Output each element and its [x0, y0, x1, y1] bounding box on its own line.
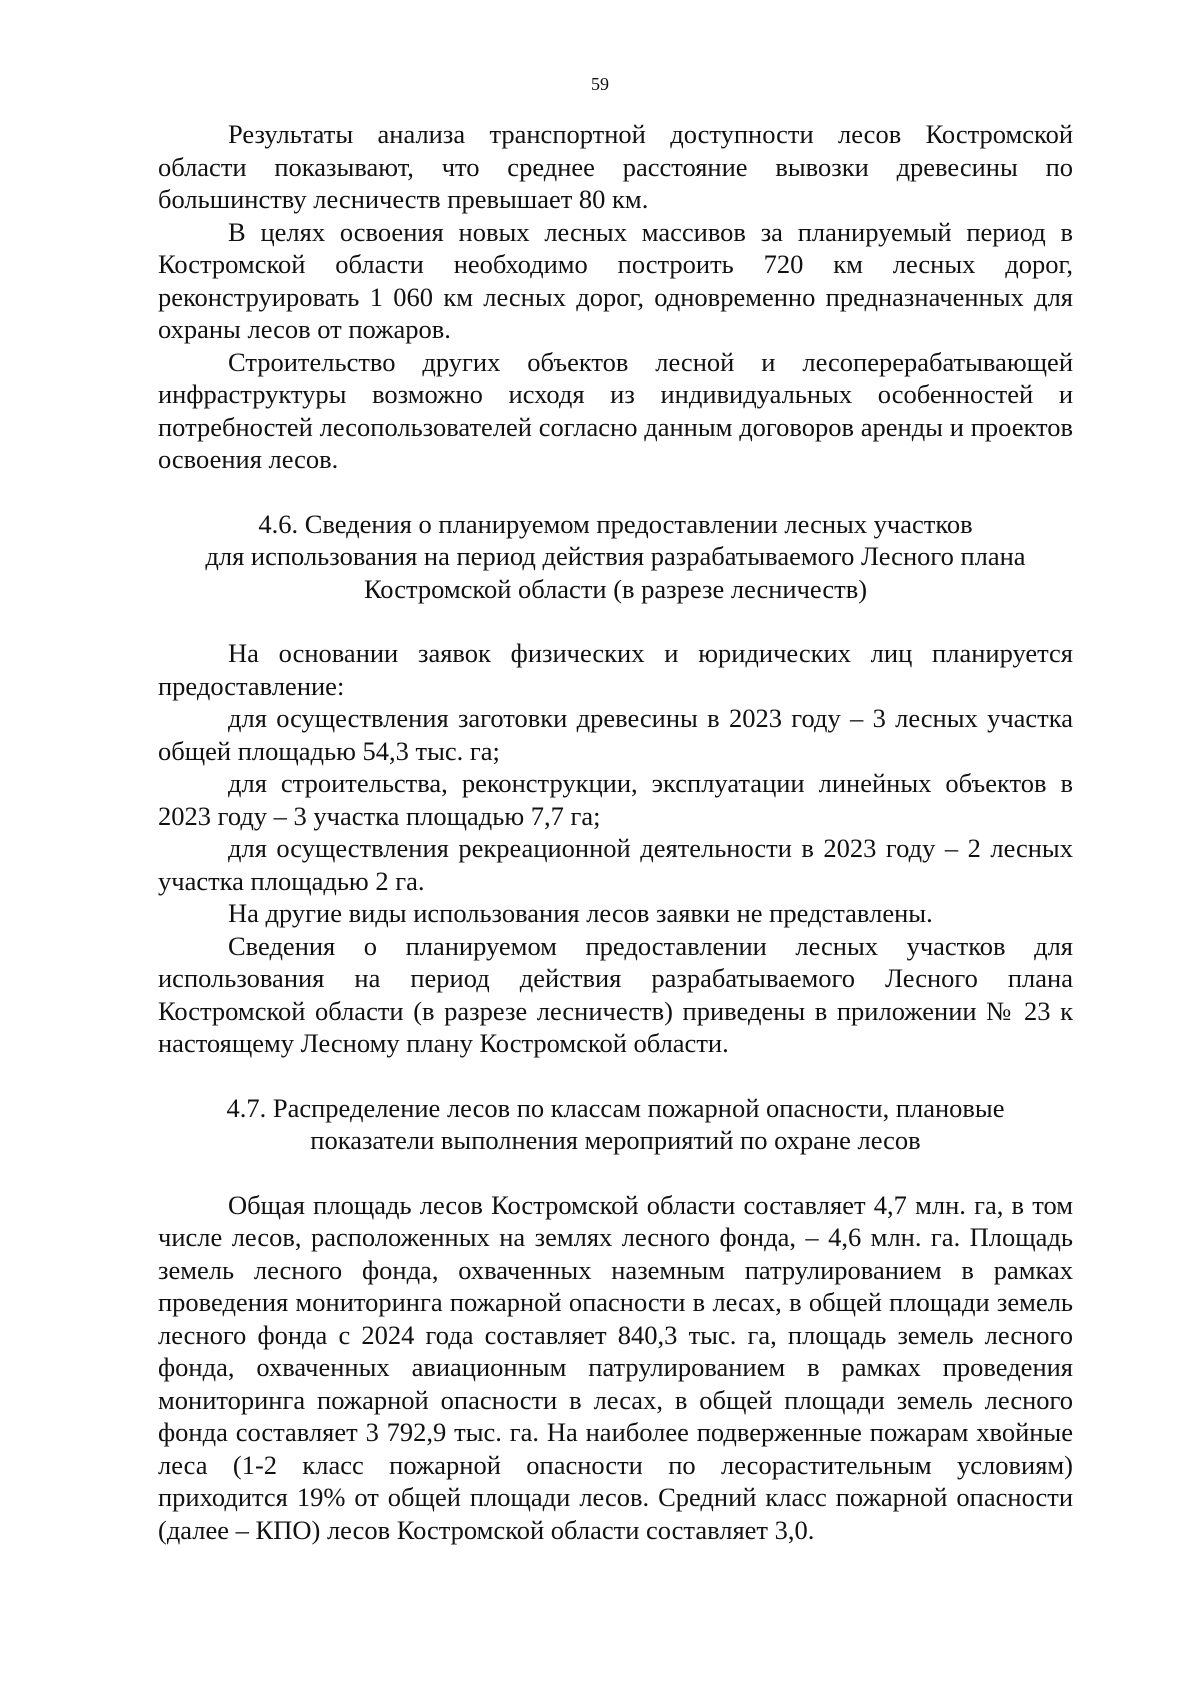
paragraph-recreation: для осуществления рекреационной деятельности в 2023 году – 2 лесных участка площадью 2 га.	[158, 833, 1073, 896]
heading-line: показатели выполнения мероприятий по охране лесов	[310, 1125, 921, 1155]
paragraph-fire-danger-area: Общая площадь лесов Костромской области составляет 4,7 млн. га, в том числе лесов, расположенных на землях лесного фонда, – 4,6 млн. га. Площадь земель лесного фонда, охваченных наземным патрулированием в рамках проведения мониторинга пожарной опасности в лесах, в общей площади земель лесного фонда с 2024 года составляет 840,3 тыс. га, площадь земель лесного фонда, охваченных авиационным патрулированием в рамках проведения мониторинга пожарной опасности в лесах, в общей площади земель лесного фонда составляет 3 792,9 тыс. га. На наиболее подверженные пожарам хвойные леса (1-2 класс пожарной опасности по лесорастительным условиям) приходится 19% от общей площади лесов. Средний класс пожарной опасности (далее – КПО) лесов Костромской области составляет 3,0.	[158, 1189, 1073, 1545]
section-heading-4-6	[158, 508, 1073, 606]
paragraph-appendix-reference: Сведения о планируемом предоставлении лесных участков для использования на период действия разрабатываемого Лесного плана Костромской области (в разрезе лесничеств) приведены в приложении № 23 к настоящему Лесному плану Костромской области.	[158, 930, 1073, 1058]
page-number: 59	[591, 74, 609, 94]
heading-line: 4.6. Сведения о планируемом предоставлении лесных участков	[258, 508, 973, 539]
heading-line: для использования на период действия разрабатываемого Лесного плана	[205, 541, 1026, 571]
paragraph-no-other-applications: На другие виды использования лесов заявки не представлены.	[228, 898, 933, 928]
page-content	[158, 118, 1073, 1546]
paragraph-applications: На основании заявок физических и юридических лиц планируется предоставление:	[158, 638, 1073, 701]
paragraph-transport-access: Результаты анализа транспортной доступности лесов Костромской области показывают, что среднее расстояние вывозки древесины по большинству лесничеств превышает 80 км.	[158, 119, 1073, 214]
heading-line: Костромской области (в разрезе лесничеств)	[363, 573, 868, 604]
heading-line: 4.7. Распределение лесов по классам пожарной опасности, плановые	[226, 1092, 1005, 1123]
paragraph-infrastructure: Строительство других объектов лесной и лесоперерабатывающей инфраструктуры возможно исходя из индивидуальных особенностей и потребностей лесопользователей согласно данным договоров аренды и проектов освоения лесов.	[158, 346, 1073, 474]
paragraph-timber-harvest: для осуществления заготовки древесины в 2023 году – 3 лесных участка общей площадью 54,3 тыс. га;	[158, 703, 1073, 766]
paragraph-linear-objects: для строительства, реконструкции, эксплуатации линейных объектов в 2023 году – 3 участка площадью 7,7 га;	[158, 768, 1073, 831]
paragraph-road-construction: В целях освоения новых лесных массивов за планируемый период в Костромской области необходимо построить 720 км лесных дорог, реконструировать 1 060 км лесных дорог, одновременно предназначенных для охраны лесов от пожаров.	[158, 216, 1073, 344]
section-heading-4-7	[158, 1092, 1073, 1157]
